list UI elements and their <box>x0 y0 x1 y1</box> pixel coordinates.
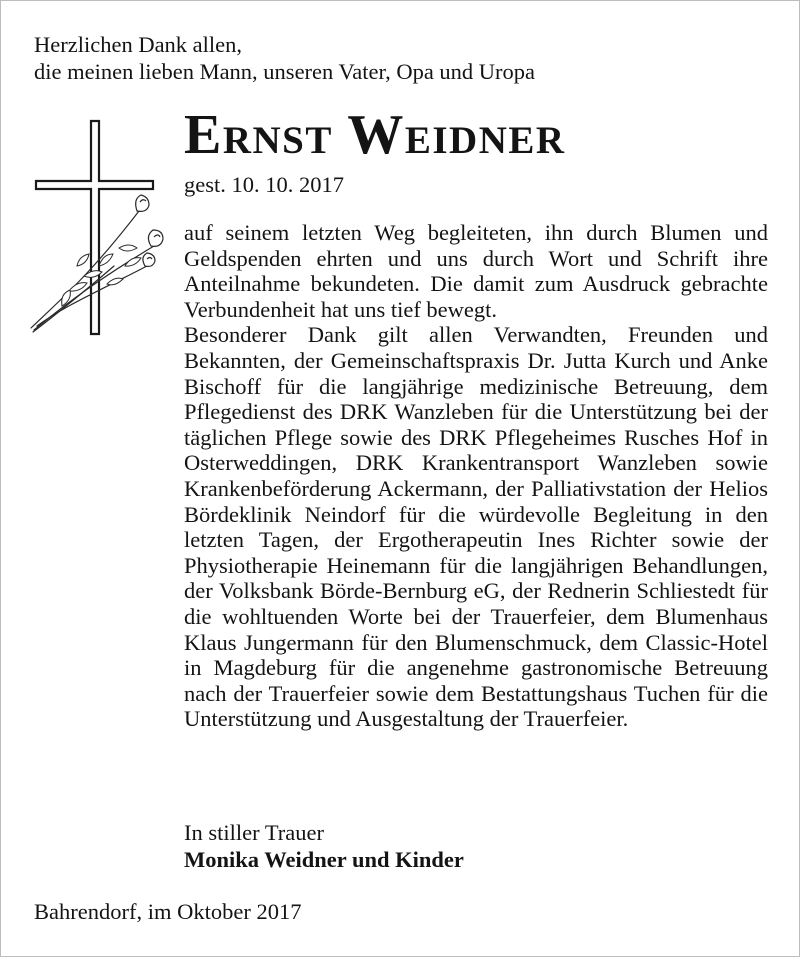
intro-line-2: die meinen lieben Mann, unseren Vater, Opa und Uropa <box>34 59 536 84</box>
place-date: Bahrendorf, im Oktober 2017 <box>34 899 302 924</box>
intro-line-1: Herzlichen Dank allen, <box>34 32 243 57</box>
closing-line: In stiller Trauer <box>184 820 324 845</box>
body-paragraph-2: Besonderer Dank gilt allen Verwandten, Freunden und Bekannten, der Gemeinschaftspraxis Dr. Jutta Kurch und Anke Bischoff für die langjährige medizinische Betreuung, dem Pflegedienst des DRK Wanzleben für die Unterstützung bei der täglichen Pflege sowie des DRK Pflegeheimes Rusches Hof in Osterweddingen, DRK Krankentransport Wanzleben sowie Krankenbeförderung Ackermann, der Palliativstation der Helios Bördeklinik Neindorf für die würdevolle Begleitung in den letzten Tagen, der Ergotherapeutin Ines Richter sowie der Physiotherapie Heinemann für die langjährigen Behandlungen, der Volksbank Börde-Bernburg eG, der Rednerin Schliestedt für die wohltuenden Worte bei der Trauerfeier, dem Blumenhaus Klaus Jungermann für den Blumenschmuck, dem Classic-Hotel in Magdeburg für die angenehme gastronomische Betreuung nach der Trauerfeier sowie dem Bestattungshaus Tuchen für die Unterstützung und Ausgestaltung der Trauerfeier. <box>184 322 768 732</box>
signature: Monika Weidner und Kinder <box>184 847 464 872</box>
intro-text <box>34 31 535 85</box>
closing <box>184 819 464 873</box>
body-paragraph-1: auf seinem letzten Weg begleiteten, ihn durch Blumen und Geldspenden ehrten und uns durch Wort und Schrift ihre Anteilnahme bekundeten. Die damit zum Ausdruck gebrachte Verbundenheit hat uns tief bewegt. <box>184 220 768 322</box>
body-text <box>184 220 768 732</box>
deceased-name: Ernst Weidner <box>184 104 566 166</box>
death-date: gest. 10. 10. 2017 <box>184 172 344 197</box>
cross-with-roses-icon <box>29 116 169 341</box>
